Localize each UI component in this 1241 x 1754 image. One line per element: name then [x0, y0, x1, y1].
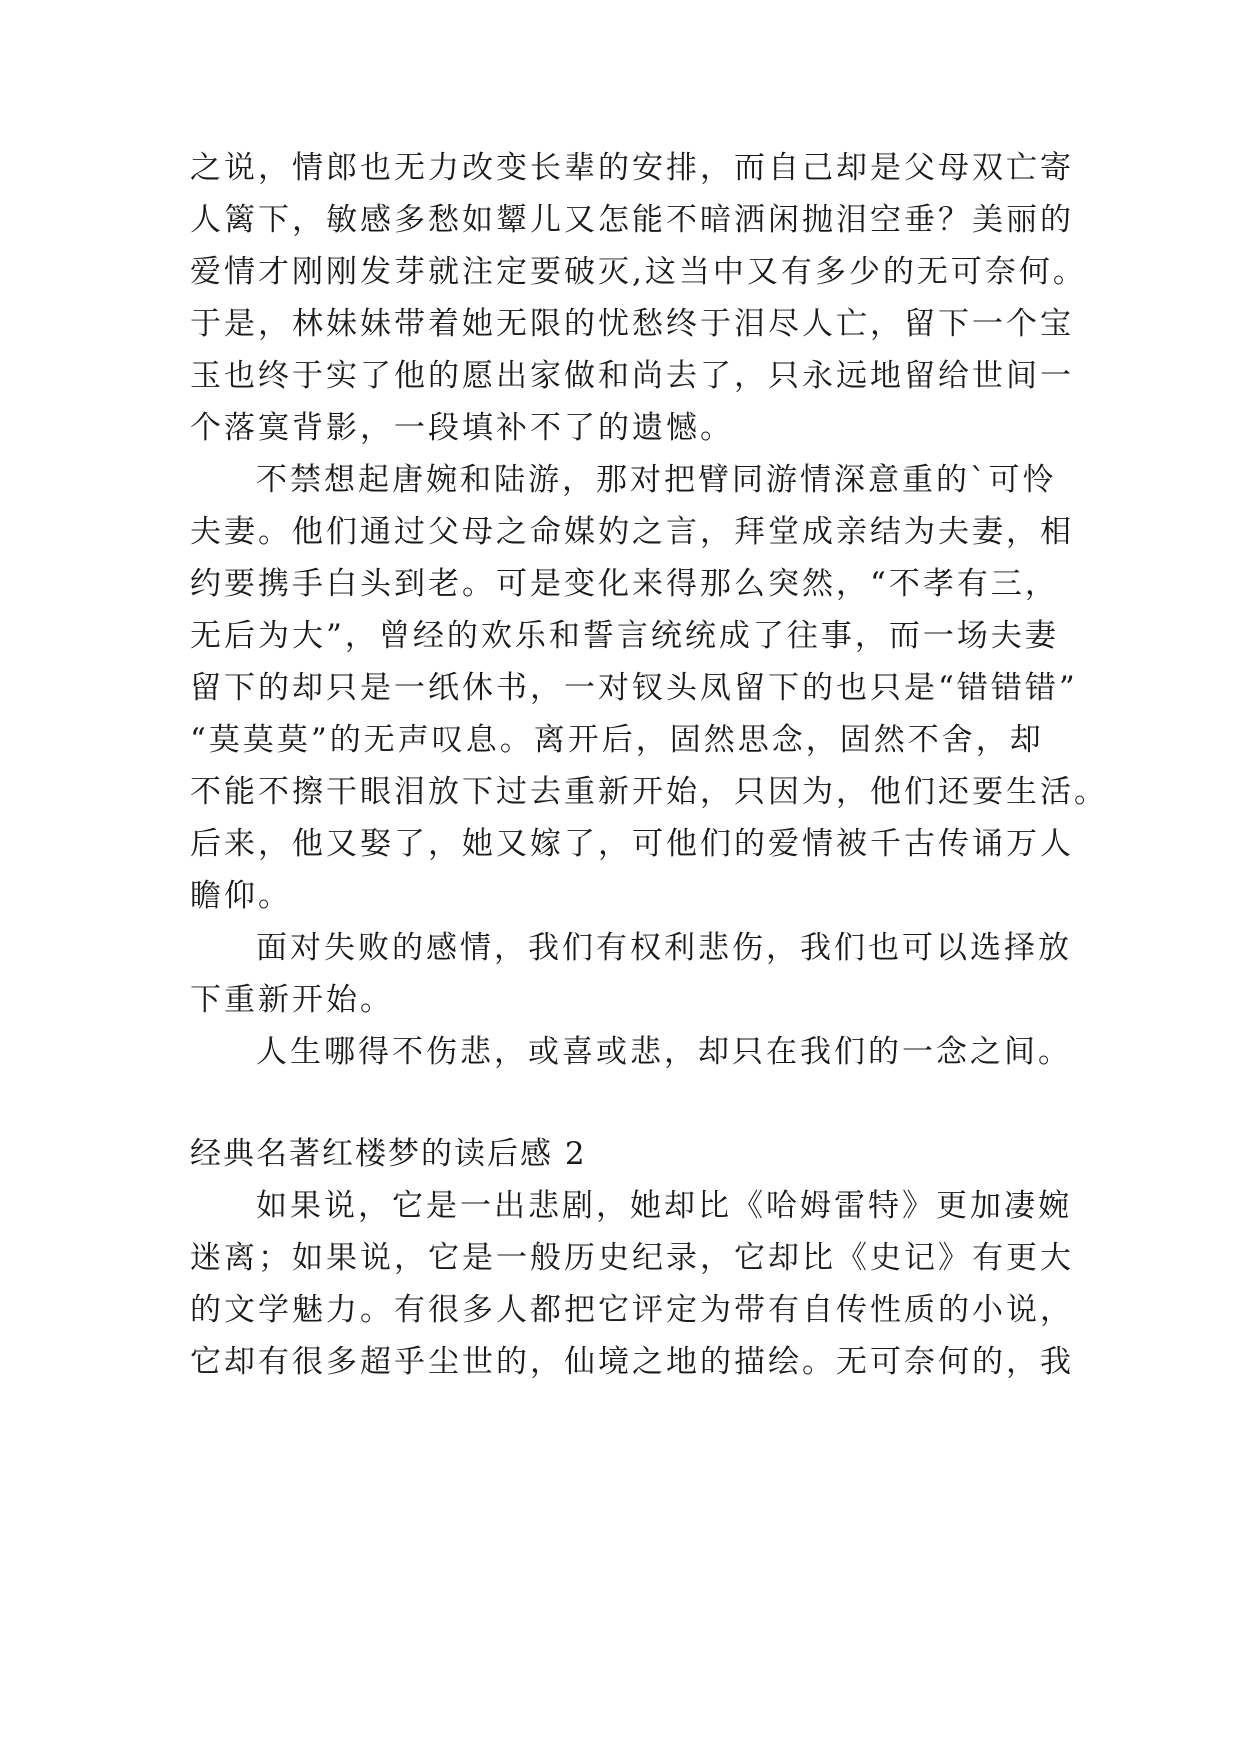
- paragraph-line: 不能不擦干眼泪放下过去重新开始，只因为，他们还要生活。: [190, 774, 1108, 810]
- paragraph-line: 爱情才刚刚发芽就注定要破灭,这当中又有多少的无可奈何。: [190, 254, 1087, 290]
- paragraph-line: 的文学魅力。有很多人都把它评定为带有自传性质的小说，: [190, 1292, 1074, 1328]
- paragraph-line: 面对失败的感情，我们有权利悲伤，我们也可以选择放: [256, 930, 1072, 966]
- paragraph-line: 无后为大”，曾经的欢乐和誓言统统成了往事，而一场夫妻: [190, 618, 1059, 654]
- paragraph-line: 个落寞背影，一段填补不了的遗憾。: [190, 410, 734, 446]
- paragraph-line: “莫莫莫”的无声叹息。离开后，固然思念，固然不舍，却: [190, 722, 1044, 758]
- paragraph-line: 迷离；如果说，它是一般历史纪录，它却比《史记》有更大: [190, 1240, 1074, 1276]
- paragraph-line: 如果说，它是一出悲剧，她却比《哈姆雷特》更加凄婉: [256, 1188, 1072, 1224]
- paragraph-line: 之说，情郎也无力改变长辈的安排，而自己却是父母双亡寄: [190, 150, 1074, 186]
- paragraph-line: 人生哪得不伤悲，或喜或悲，却只在我们的一念之间。: [256, 1034, 1072, 1070]
- paragraph-line: 下重新开始。: [190, 982, 394, 1018]
- section-heading: 经典名著红楼梦的读后感 2: [190, 1136, 587, 1172]
- paragraph-line: 人篱下，敏感多愁如颦儿又怎能不暗洒闲抛泪空垂？美丽的: [190, 202, 1074, 238]
- paragraph-line: 不禁想起唐婉和陆游，那对把臂同游情深意重的`可怜: [256, 462, 1057, 498]
- paragraph-line: 后来，他又娶了，她又嫁了，可他们的爱情被千古传诵万人: [190, 826, 1074, 862]
- paragraph-line: 留下的却只是一纸休书，一对钗头凤留下的也只是“错错错”: [190, 670, 1078, 706]
- paragraph-line: 瞻仰。: [190, 878, 292, 914]
- paragraph-line: 约要携手白头到老。可是变化来得那么突然，“不孝有三，: [190, 566, 1059, 602]
- paragraph-line: 于是，林妹妹带着她无限的忧愁终于泪尽人亡，留下一个宝: [190, 306, 1074, 342]
- paragraph-line: 它却有很多超乎尘世的，仙境之地的描绘。无可奈何的，我: [190, 1344, 1074, 1380]
- paragraph-line: 玉也终于实了他的愿出家做和尚去了，只永远地留给世间一: [190, 358, 1074, 394]
- paragraph-line: 夫妻。他们通过父母之命媒妁之言，拜堂成亲结为夫妻，相: [190, 514, 1074, 550]
